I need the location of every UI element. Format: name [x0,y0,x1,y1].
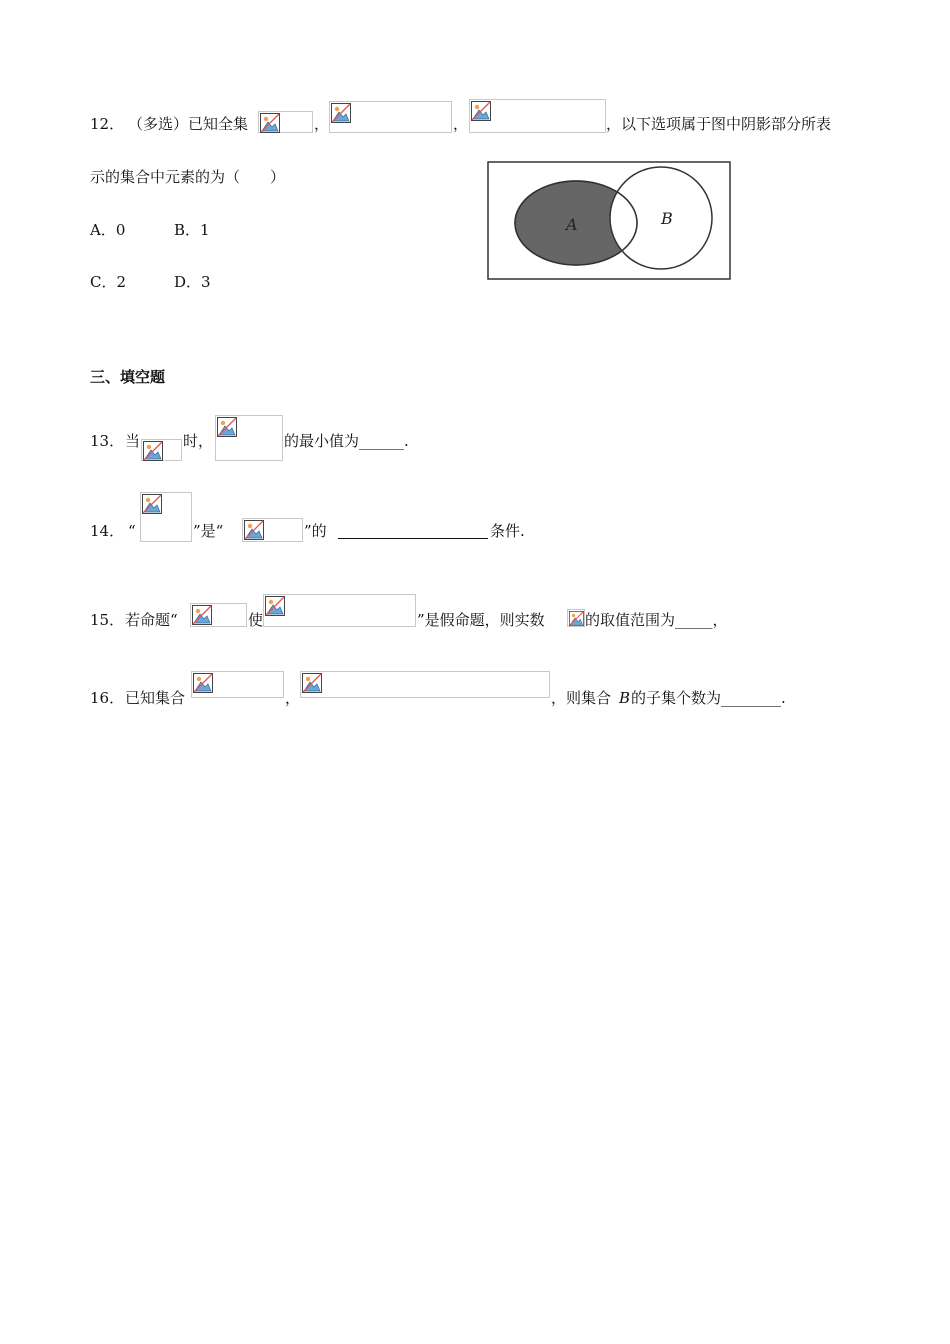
q12-formula-image-2 [329,101,452,133]
q12-comma-2: ， [453,115,469,133]
q14-number: 14． [90,522,125,540]
broken-image-icon [471,101,491,121]
q15-formula-image-3 [567,609,585,627]
broken-image-icon [142,494,162,514]
broken-image-icon [260,113,280,133]
q12-option-a: A．0 [90,221,126,239]
broken-image-icon [193,673,213,693]
q14-formula-image-2 [242,518,303,542]
q12-number: 12． [90,115,125,133]
q12-option-c: C．2 [90,273,127,291]
q16-number: 16． [90,689,125,707]
q16-set-b-label: B [619,689,631,707]
q13-text-3: 的最小值为______. [284,432,409,450]
q16-text-3: ，则集合 [551,689,612,707]
q14-formula-image-1 [140,492,192,542]
q12-formula-image-1 [258,111,313,133]
q13-formula-image-1 [141,439,182,461]
q14-text-1: “ [128,522,136,540]
q14-text-3: ”的 [304,522,327,540]
q15-text-2: 使 [248,611,264,629]
q16-formula-image-1 [191,671,284,698]
q15-formula-image-2 [263,594,416,627]
q12-option-d: D．3 [174,273,211,291]
venn-label-a: A [566,215,578,234]
q13-formula-image-2 [215,415,283,461]
q15-text-3: ”是假命题，则实数 [417,611,545,629]
section-title: 三、填空题 [90,368,166,386]
venn-label-b: B [661,209,673,228]
q12-tail-text: ，以下选项属于图中阴影部分所表 [606,115,832,133]
broken-image-icon [569,611,584,626]
broken-image-icon [217,417,237,437]
q16-formula-image-2 [300,671,550,698]
q12-option-b: B．1 [174,221,210,239]
q12-lead-text: （多选）已知全集 [128,115,249,133]
q16-text-2: ， [285,689,301,707]
q16-text-1: 已知集合 [125,689,186,707]
broken-image-icon [244,520,264,540]
broken-image-icon [302,673,322,693]
q14-text-4: 条件. [490,522,525,540]
venn-diagram [487,161,731,281]
q15-formula-image-1 [190,603,247,627]
q14-text-2: ”是“ [193,522,224,540]
q12-comma-1: ， [314,115,330,133]
broken-image-icon [265,596,285,616]
q13-text-2: 时， [183,432,214,450]
q13-text-1: 当 [125,432,141,450]
q15-text-1: 若命题“ [125,611,178,629]
q14-answer-blank [338,524,488,539]
q15-number: 15． [90,611,125,629]
broken-image-icon [331,103,351,123]
q12-formula-image-3 [469,99,606,133]
broken-image-icon [192,605,212,625]
q12-line2-text: 示的集合中元素的为（ ） [90,168,286,186]
q16-text-5: 的子集个数为________. [631,689,786,707]
q15-text-4: 的取值范围为_____， [585,611,728,629]
broken-image-icon [143,441,163,461]
q13-number: 13． [90,432,125,450]
